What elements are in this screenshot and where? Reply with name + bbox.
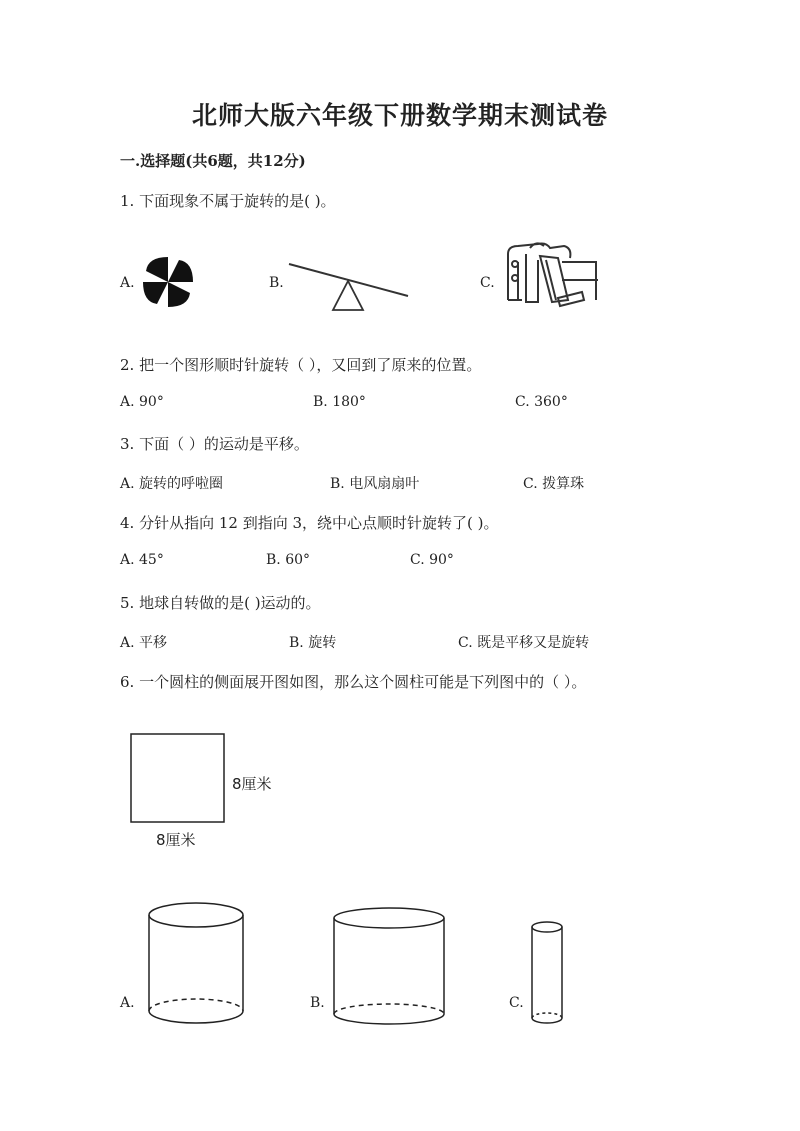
q4-option-a[interactable]: A. 45° [120,552,164,568]
thin-cylinder-icon [529,920,565,1030]
question-6: 6. 一个圆柱的侧面展开图如图，那么这个圆柱可能是下列图中的（ ）。 [120,673,587,691]
q1-option-c[interactable]: C. [480,275,495,291]
q2-option-b[interactable]: B. 180° [313,394,366,410]
q5-option-a[interactable]: A. 平移 [120,635,168,651]
q1-option-a[interactable]: A. [120,275,135,291]
question-4: 4. 分针从指向 12 到指向 3，绕中心点顺时针旋转了( )。 [120,514,499,532]
pinwheel-icon [138,253,198,311]
net-side-label: 8厘米 [232,775,272,793]
large-cylinder-icon [331,906,447,1030]
question-3: 3. 下面（ ）的运动是平移。 [120,435,309,453]
lateral-net-square [130,733,225,823]
q6-option-a[interactable]: A. [120,995,135,1011]
q6-option-c[interactable]: C. [509,995,524,1011]
question-5: 5. 地球自转做的是( )运动的。 [120,594,321,612]
q6-option-b[interactable]: B. [310,995,325,1011]
q4-option-b[interactable]: B. 60° [266,552,311,568]
question-1: 1. 下面现象不属于旋转的是( )。 [120,192,336,210]
seesaw-icon [287,258,412,313]
page-title: 北师大版六年级下册数学期末测试卷 [191,101,608,130]
q3-option-a[interactable]: A. 旋转的呼啦圈 [120,476,224,492]
q2-option-c[interactable]: C. 360° [515,394,568,410]
wide-cylinder-icon [146,901,246,1029]
question-2: 2. 把一个图形顺时针旋转（ ），又回到了原来的位置。 [120,356,482,374]
q1-option-b[interactable]: B. [269,275,284,291]
q4-option-c[interactable]: C. 90° [410,552,454,568]
q3-option-c[interactable]: C. 拨算珠 [523,476,585,492]
q3-option-b[interactable]: B. 电风扇扇叶 [330,476,420,492]
q2-option-a[interactable]: A. 90° [120,394,164,410]
q5-option-c[interactable]: C. 既是平移又是旋转 [458,635,590,651]
slide-icon [500,240,605,315]
section-heading: 一.选择题(共6题，共12分) [120,152,306,170]
q5-option-b[interactable]: B. 旋转 [289,635,337,651]
net-bottom-label: 8厘米 [156,831,196,849]
